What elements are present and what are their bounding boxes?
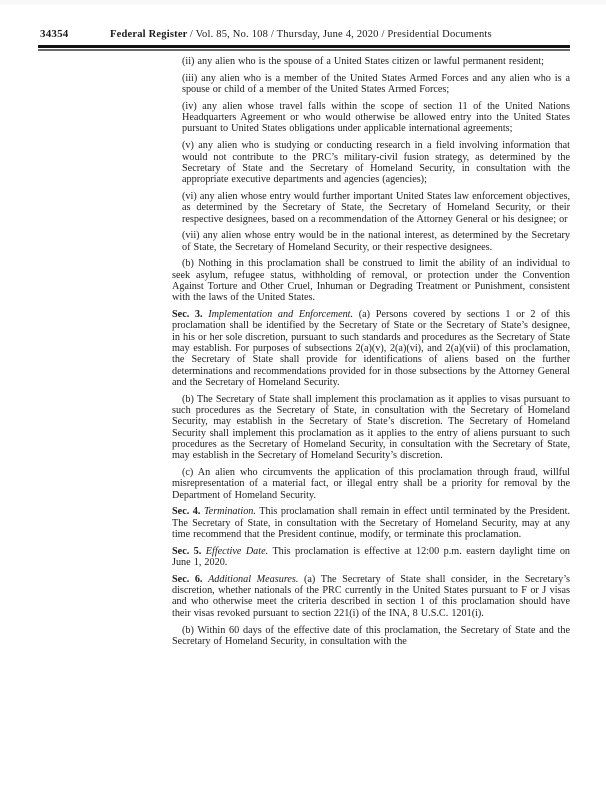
rule-bottom-line — [38, 49, 570, 51]
page-number: 34354 — [40, 28, 69, 40]
section-3-implementation — [172, 309, 570, 388]
subsection-iii: (iii) any alien who is a member of the United States Armed Forces and any alien who is a spouse or child of a member of the United States Armed Forces; — [182, 72, 570, 96]
section-4-termination — [172, 506, 570, 540]
subsection-ii: (ii) any alien who is the spouse of a United States citizen or lawful permanent resident; — [182, 56, 544, 67]
section-5-text: This proclamation is effective at 12:00 p.m. eastern daylight time on June 1, 2020. — [172, 545, 571, 569]
masthead-issue-info: / Vol. 85, No. 108 / Thursday, June 4, 2020 / Presidential Documents — [189, 29, 492, 40]
paragraph-3c-circumvention: (c) An alien who circumvents the application of this proclamation through fraud, willful misrepresentation of a material fact, or illegal entry shall be a priority for removal by the Department of Homeland Security. — [172, 467, 570, 501]
section-6-additional-measures — [172, 574, 570, 619]
section-4-text: This proclamation shall remain in effect until terminated by the President. The Secretary of State, in consultation with the Secretary of Homeland Security, may at any time recommend that the President continue, modify, or terminate this proclamation. — [172, 506, 571, 540]
page-header — [40, 28, 570, 40]
masthead-title: Federal Register — [110, 29, 188, 40]
section-5-effective-date — [172, 546, 570, 569]
section-4-label: Sec. 4. — [172, 506, 201, 518]
masthead — [110, 29, 492, 40]
section-6-title: Additional Measures. — [208, 573, 299, 585]
paragraph-6b-within-60-days: (b) Within 60 days of the effective date of this proclamation, the Secretary of State and the Secretary of Homeland Security, in consultation with the — [172, 624, 570, 647]
header-double-rule — [38, 45, 570, 51]
subsection-v: (v) any alien who is studying or conducting research in a field involving information that would not contribute to the PRC’s military-civil fusion strategy, as determined by the Secretary of State and the Secretary of Homeland Security, in consultation with the appropriate executive departments and agencies (agencies); — [182, 140, 570, 186]
subsection-iv: (iv) any alien whose travel falls within the scope of section 11 of the United Nations Headquarters Agreement or who would otherwise be allowed entry into the United States pursuant to United States obligations under applicable international agreements; — [182, 100, 570, 135]
paragraph-3b-visas: (b) The Secretary of State shall implement this proclamation as it applies to visas pursuant to such procedures as the Secretary of State, in consultation with the Secretary of Homeland Security, may establish in the Secretary of State’s discretion. The Secretary of Homeland Security shall implement this proclamation as it applies to the entry of aliens pursuant to such procedures as the Secretary of Homeland Security, in consultation with the Secretary of State, may establish in the Secretary of Homeland Security’s discretion. — [172, 393, 570, 462]
scan-edge-strip — [0, 0, 606, 5]
section-3-text: (a) Persons covered by sections 1 or 2 of this proclamation shall be identified by the Secretary of State or the Secretary of State’s designee, in his or her sole discretion, pursuant to such standards and procedures as the Secretary of State may establish. For purposes of subsections 2(a)(v), 2(a)(vi), and 2(a)(vii) of this proclamation, the Secretary of State shall provide for identifications of aliens based on the further determinations and recommendations provided for in those subsections by the Attorney General and the Secretary of Homeland Security. — [172, 309, 571, 388]
section-3-title: Implementation and Enforcement. — [208, 309, 354, 321]
paragraph-b-limitations: (b) Nothing in this proclamation shall be construed to limit the ability of an individual to seek asylum, refugee status, withholding of removal, or protection under the Convention Against Torture and Other Cruel, Inhuman or Degrading Treatment or Punishment, consistent with the laws of the United States. — [172, 258, 570, 304]
section-6-text: (a) The Secretary of State shall consider, in the Secretary’s discretion, whether nationals of the PRC currently in the United States pursuant to F or J visas and who otherwise meet the criteria described in section 1 of this proclamation should have their visas revoked pursuant to section 221(i) of the INA, 8 U.S.C. 1201(i). — [172, 573, 571, 619]
section-3-label: Sec. 3. — [172, 309, 203, 321]
section-5-title: Effective Date. — [205, 545, 269, 557]
section-6-label: Sec. 6. — [172, 573, 203, 585]
section-4-title: Termination. — [203, 506, 256, 518]
subsection-vii: (vii) any alien whose entry would be in the national interest, as determined by the Secretary of State, the Secretary of Homeland Security, or their respective designees. — [182, 230, 570, 253]
section-5-label: Sec. 5. — [172, 545, 202, 557]
subsection-vi: (vi) any alien whose entry would further important United States law enforcement objectives, as determined by the Secretary of State, the Secretary of Homeland Security, or their respective designees, based on a recommendation of the Attorney General or his designee; or — [182, 190, 570, 225]
document-body — [172, 56, 570, 653]
